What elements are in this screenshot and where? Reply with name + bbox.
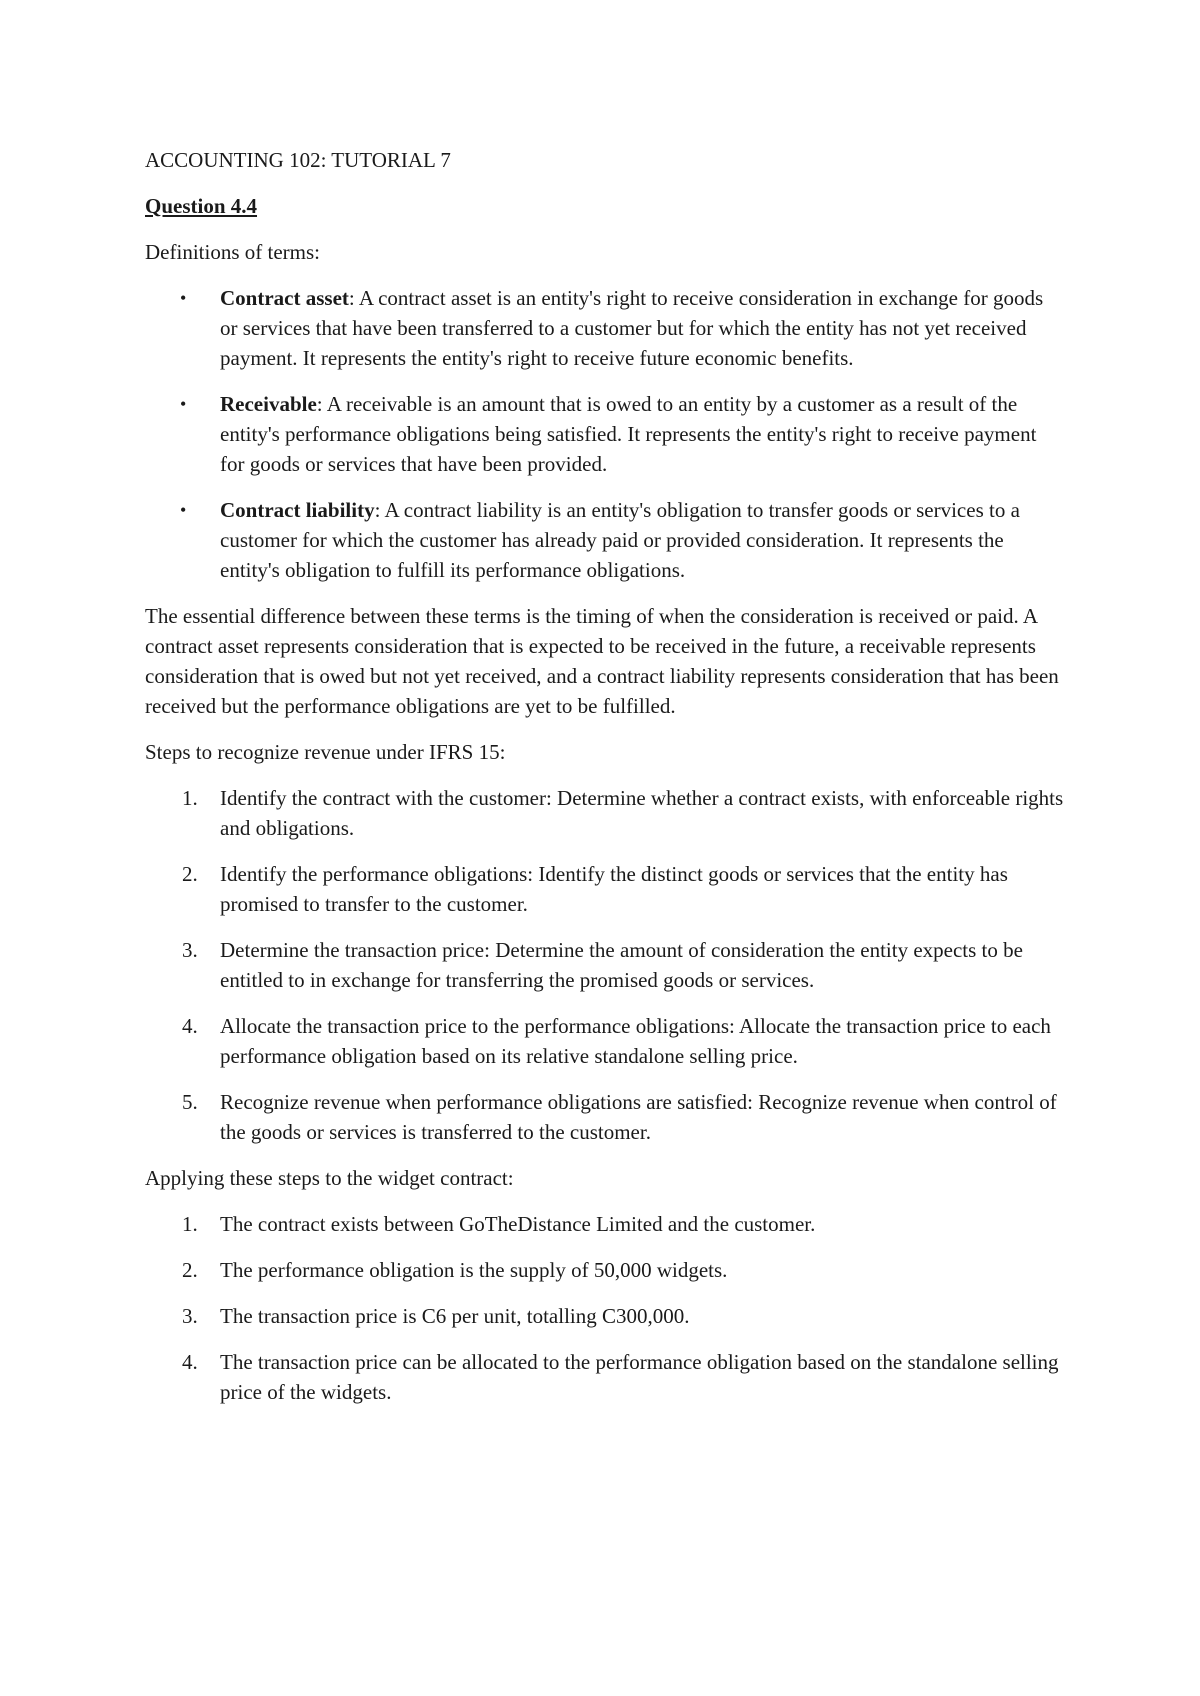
step-item — [145, 783, 1065, 843]
definitions-list — [145, 283, 1065, 585]
step-text: Allocate the transaction price to the performance obligations: Allocate the transaction price to each performance obligation based on its relative standalone selling price. — [220, 1014, 1051, 1068]
list-number: 4. — [182, 1350, 198, 1374]
difference-paragraph: The essential difference between these terms is the timing of when the consideration is received or paid. A contract asset represents consideration that is expected to be received in the future, a receivable represents consideration that is owed but not yet received, and a contract liability represents consideration that has been received but the performance obligations are yet to be fulfilled. — [145, 604, 1059, 718]
application-item — [145, 1301, 1065, 1331]
question-heading: Question 4.4 — [145, 194, 258, 218]
list-number: 5. — [182, 1090, 198, 1114]
list-number: 3. — [182, 1304, 198, 1328]
application-item — [145, 1347, 1065, 1407]
step-item — [145, 1087, 1065, 1147]
step-item — [145, 1011, 1065, 1071]
list-number: 2. — [182, 1258, 198, 1282]
list-number: 3. — [182, 938, 198, 962]
list-number: 2. — [182, 862, 198, 886]
definitions-intro: Definitions of terms: — [145, 240, 320, 264]
definition-item-contract-liability — [145, 495, 1065, 585]
list-number: 4. — [182, 1014, 198, 1038]
list-number: 1. — [182, 786, 198, 810]
bullet-icon: • — [180, 288, 187, 308]
definition-text: : A contract asset is an entity's right to receive consideration in exchange for goods or services that have been transferred to a customer but for which the entity has not yet received payment. It represents the entity's right to receive future economic benefits. — [220, 286, 1044, 370]
definition-term: Contract asset — [220, 286, 349, 310]
step-item — [145, 935, 1065, 995]
document-page — [145, 145, 1065, 1423]
steps-intro: Steps to recognize revenue under IFRS 15: — [145, 740, 506, 764]
document-title: ACCOUNTING 102: TUTORIAL 7 — [145, 148, 451, 172]
list-number: 1. — [182, 1212, 198, 1236]
application-item — [145, 1255, 1065, 1285]
definition-text: : A receivable is an amount that is owed to an entity by a customer as a result of the entity's performance obligations being satisfied. It represents the entity's right to receive payment for goods or services that have been provided. — [220, 392, 1037, 476]
definition-term: Contract liability — [220, 498, 375, 522]
steps-list — [145, 783, 1065, 1147]
step-item — [145, 859, 1065, 919]
step-text: Identify the contract with the customer: Determine whether a contract exists, with enforceable rights and obligations. — [220, 786, 1064, 840]
application-intro: Applying these steps to the widget contract: — [145, 1166, 514, 1190]
application-list — [145, 1209, 1065, 1407]
definition-item-receivable — [145, 389, 1065, 479]
application-item — [145, 1209, 1065, 1239]
definition-term: Receivable — [220, 392, 317, 416]
definition-text: : A contract liability is an entity's obligation to transfer goods or services to a customer for which the customer has already paid or provided consideration. It represents the entity's obligation to fulfill its performance obligations. — [220, 498, 1020, 582]
application-text: The transaction price can be allocated to the performance obligation based on the standalone selling price of the widgets. — [220, 1350, 1059, 1404]
bullet-icon: • — [180, 394, 187, 414]
application-text: The performance obligation is the supply of 50,000 widgets. — [220, 1258, 728, 1282]
bullet-icon: • — [180, 500, 187, 520]
application-text: The contract exists between GoTheDistance Limited and the customer. — [220, 1212, 816, 1236]
definition-item-contract-asset — [145, 283, 1065, 373]
step-text: Determine the transaction price: Determine the amount of consideration the entity expects to be entitled to in exchange for transferring the promised goods or services. — [220, 938, 1023, 992]
step-text: Recognize revenue when performance obligations are satisfied: Recognize revenue when control of the goods or services is transferred to the customer. — [220, 1090, 1057, 1144]
step-text: Identify the performance obligations: Identify the distinct goods or services that the entity has promised to transfer to the customer. — [220, 862, 1008, 916]
application-text: The transaction price is C6 per unit, totalling C300,000. — [220, 1304, 690, 1328]
